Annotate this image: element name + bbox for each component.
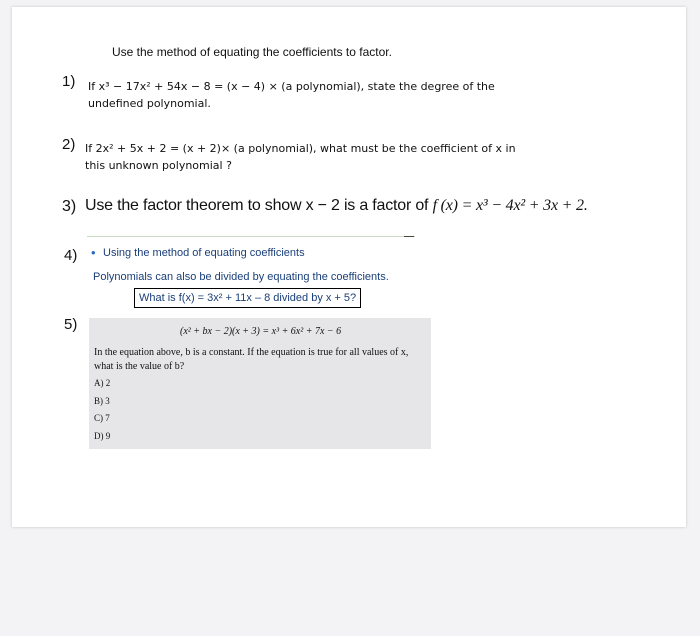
question-5-description — [94, 346, 408, 374]
question-4-subheading: Polynomials can also be divided by equating the coefficients. — [93, 271, 389, 283]
worksheet-title: Use the method of equating the coefficients to factor. — [112, 45, 392, 59]
question-1-number: 1) — [62, 73, 76, 90]
question-4-number: 4) — [64, 247, 78, 264]
question-2-number: 2) — [62, 136, 76, 153]
question-3-text — [85, 197, 588, 215]
bullet-icon: • — [91, 245, 96, 260]
question-3-formula: f (x) = x³ − 4x² + 3x + 2. — [432, 197, 588, 214]
worksheet-page — [12, 7, 686, 527]
choice-a: A) 2 — [94, 378, 111, 388]
choice-d: D) 9 — [94, 431, 111, 441]
question-5-desc-line-1: In the equation above, b is a constant. If the equation is true for all values of x, — [94, 347, 409, 358]
divider-mark — [404, 236, 414, 237]
question-2-line-1: If 2x² + 5x + 2 = (x + 2)× (a polynomial), what must be the coefficient of x in — [85, 142, 516, 155]
question-5-desc-line-2: what is the value of b? — [94, 361, 185, 372]
question-3-number: 3) — [62, 198, 77, 215]
question-4-box: What is f(x) = 3x² + 11x – 8 divided by x + 5? — [134, 288, 361, 308]
choice-b: B) 3 — [94, 396, 110, 406]
choice-c: C) 7 — [94, 413, 110, 423]
question-1-line-2: undefined polynomial. — [88, 97, 211, 110]
question-5-equation: (x² + bx − 2)(x + 3) = x³ + 6x² + 7x − 6 — [180, 326, 342, 337]
divider-line — [87, 236, 415, 237]
question-4-heading: Using the method of equating coefficients — [103, 247, 305, 259]
question-2-line-2: this unknown polynomial ? — [85, 159, 232, 172]
question-1-line-1: If x³ − 17x² + 54x − 8 = (x − 4) × (a polynomial), state the degree of the — [88, 80, 495, 93]
question-5-panel — [89, 318, 431, 449]
question-2-text — [85, 140, 516, 174]
question-3-statement: Use the factor theorem to show x − 2 is a factor of — [85, 197, 429, 214]
question-5-number: 5) — [64, 316, 78, 333]
question-1-text — [88, 78, 495, 112]
